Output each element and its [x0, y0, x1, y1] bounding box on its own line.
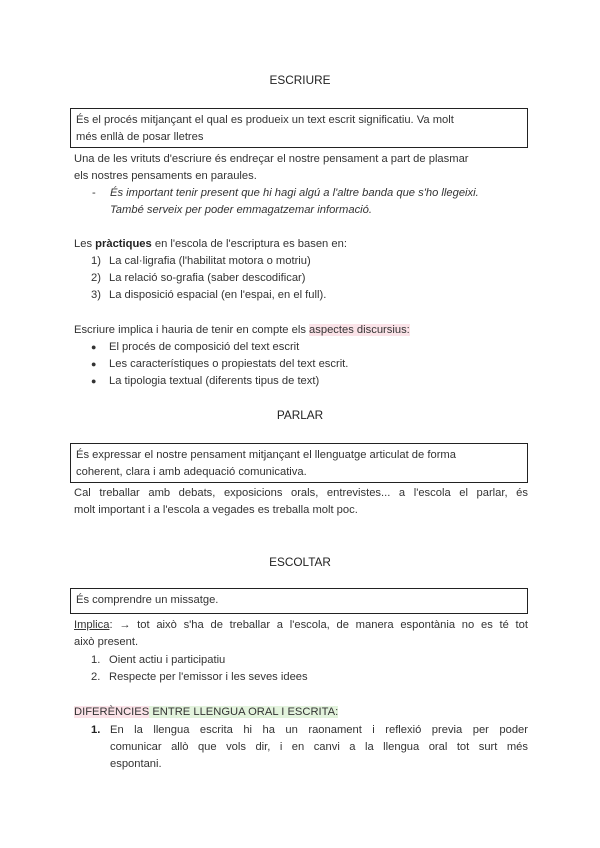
bold-number: 1.	[91, 724, 101, 736]
paragraph-line	[74, 617, 528, 634]
list-number: 2)	[91, 272, 101, 284]
definition-box-parlar	[70, 443, 528, 483]
heading-parlar: PARLAR	[276, 408, 324, 422]
heading-diferencies	[74, 704, 528, 721]
note-line: També serveix per poder emmagatzemar informació.	[110, 204, 372, 216]
paragraph-line: això present.	[74, 636, 139, 648]
numbered-list-escoltar	[91, 652, 511, 686]
text-fragment: Escriure implica i hauria de tenir en compte els	[74, 324, 310, 336]
definition-line: coherent, clara i amb adequació comunicativa.	[76, 466, 307, 478]
paragraph-escriure-virtues	[74, 151, 528, 185]
list-text: La tipologia textual (diferents tipus de text)	[109, 375, 320, 387]
item-line: En la llengua escrita hi ha un raonament i reflexió previa per poder	[110, 724, 528, 736]
heading-escoltar: ESCOLTAR	[269, 555, 331, 569]
underline-implica: Implica	[74, 619, 110, 631]
list-number: 1.	[91, 654, 101, 666]
definition-line: És el procés mitjançant el qual es produeix un text escrit significatiu. Va molt	[76, 114, 454, 126]
dash-marker: -	[92, 187, 96, 199]
paragraph-implica	[74, 617, 528, 651]
paragraph-practiques	[74, 236, 528, 253]
definition-line: més enllà de posar lletres	[76, 131, 204, 143]
paragraph-line: Una de les vrituts d'escriure és endreçar el nostre pensament a part de plasmar	[74, 153, 469, 165]
list-number: 2.	[91, 671, 101, 683]
list-text: La disposició espacial (en l'espai, en el full).	[109, 289, 327, 301]
list-text: La relació so-grafia (saber descodificar)	[109, 272, 306, 284]
bullet-icon: ●	[91, 359, 97, 369]
definition-line: És comprendre un missatge.	[76, 594, 219, 606]
heading-escriure: ESCRIURE	[269, 73, 331, 87]
list-text: Respecte per l'emissor i les seves idees	[109, 671, 308, 683]
definition-line: És expressar el nostre pensament mitjançant el llenguatge articulat de forma	[76, 449, 456, 461]
item-line: espontani.	[110, 758, 162, 770]
bullet-icon: ●	[91, 342, 97, 352]
text-fragment: : → tot això s'ha de treballar a l'escola, de manera espontània no es té tot	[109, 619, 528, 631]
highlight-entre-llengua: ENTRE LLENGUA ORAL I ESCRITA:	[149, 706, 339, 718]
list-text: La cal·ligrafia (l'habilitat motora o motriu)	[109, 255, 311, 267]
list-text: Les característiques o propiestats del text escrit.	[109, 358, 349, 370]
note-line: És important tenir present que hi hagi algú a l'altre banda que s'ho llegeixi.	[110, 187, 479, 199]
highlight-aspectes-discursius: aspectes discursius:	[309, 324, 410, 336]
paragraph-line: Cal treballar amb debats, exposicions orals, entrevistes... a l'escola el parlar, és	[74, 487, 528, 499]
text-fragment: Les	[74, 238, 96, 250]
paragraph-line: molt important i a l'escola a vegades es treballa molt poc.	[74, 504, 358, 516]
definition-box-escoltar	[70, 588, 528, 614]
definition-box-escriure	[70, 108, 528, 148]
paragraph-aspectes-discursius	[74, 322, 528, 339]
diferencies-item	[110, 722, 528, 773]
list-number	[91, 722, 100, 739]
list-text: Oient actiu i participatiu	[109, 654, 226, 666]
italic-note	[110, 185, 530, 219]
paragraph-line: els nostres pensaments en paraules.	[74, 170, 257, 182]
list-number: 1)	[91, 255, 101, 267]
list-number: 3)	[91, 289, 101, 301]
item-line: comunicar allò que vols dir, i en canvi a la llengua oral tot surt més	[110, 741, 528, 753]
highlight-diferencies: DIFERÈNCIES	[74, 706, 150, 718]
list-text: El procés de composició del text escrit	[109, 341, 300, 353]
text-fragment: en l'escola de l'escriptura es basen en:	[151, 238, 347, 250]
bold-practiques: pràctiques	[95, 238, 152, 250]
numbered-list-practiques	[91, 253, 511, 304]
bullet-icon: ●	[91, 376, 97, 386]
bullet-list-discursius	[91, 339, 511, 390]
paragraph-parlar	[74, 485, 528, 519]
